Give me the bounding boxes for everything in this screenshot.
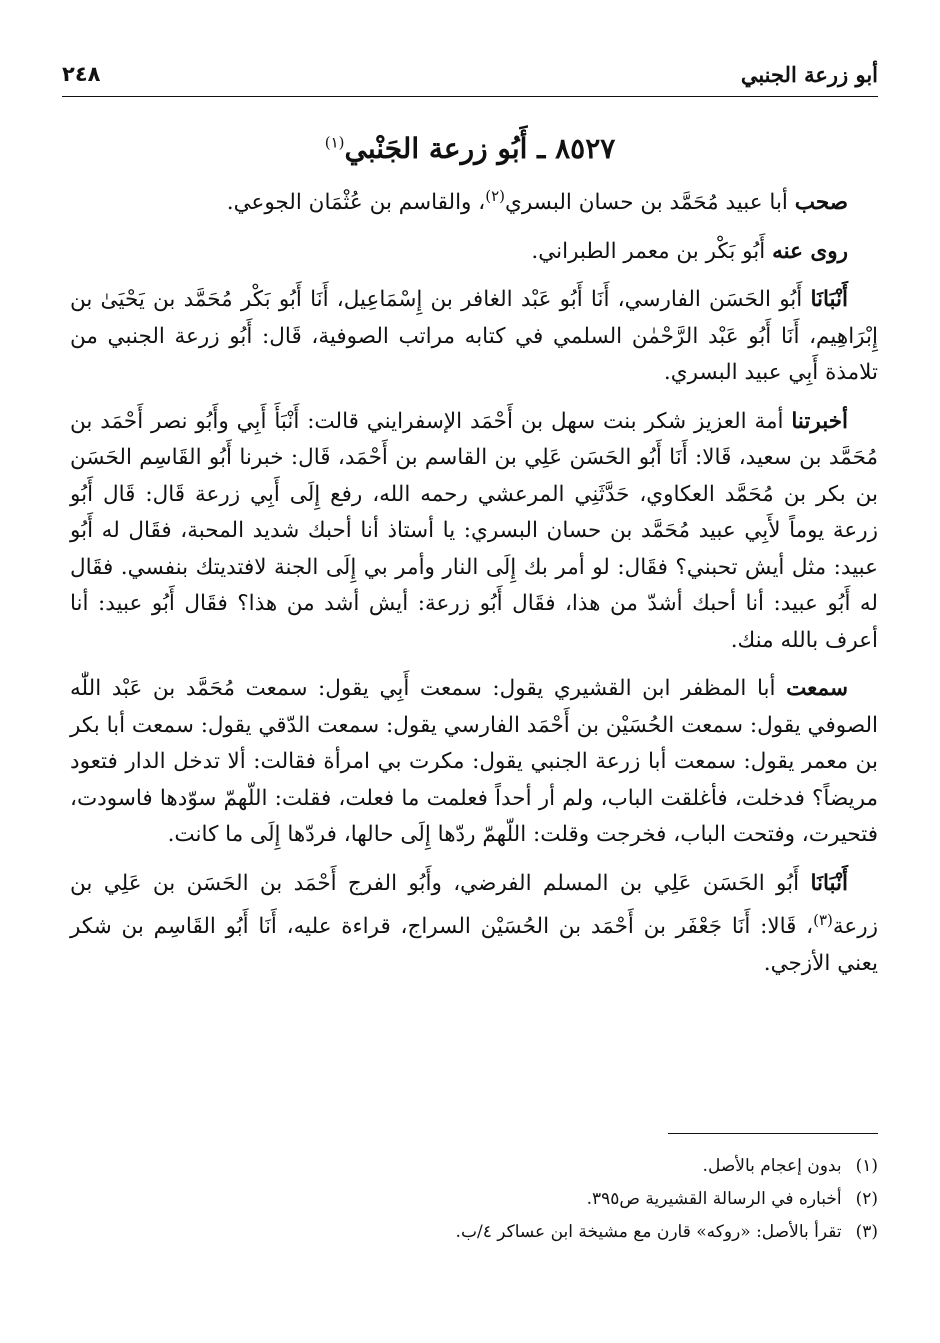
footnote-marker: (٣): [813, 911, 833, 930]
footnote: [62, 1150, 878, 1183]
footnote-number: (٢): [855, 1189, 878, 1209]
paragraph-lead: روى عنه: [772, 238, 848, 264]
paragraph-text: أمة العزيز شكر بنت سهل بن أَحْمَد الإسفرايني قالت: أَنْبَأَ أَبِي وأَبُو نصر أَحْمَد بن مُحَمَّد بن سعيد، قَالا: أَنَا أَبُو الحَسَن عَلِي بن القاسم بن أَحْمَد، قَال: خبرنا أَبُو القَاسِم الحَسَن بن بكر بن مُحَمَّد العكاوي، حَدَّثَنِي المرعشي رحمه الله، رفع إِلَى أَبِي زرعة قَال: قَال أَبُو زرعة يوماً لأَبِي عبيد مُحَمَّد بن حسان البسري: يا أستاذ أنا أحبك شديد المحبة، فقَال له أَبُو عبيد: مثل أيش تحبني؟ فقَال: لو أمر بك إِلَى النار وأمر بي إِلَى الجنة لافتديتك بنفسي. فقَال له أَبُو عبيد: أنا أحبك أشدّ من هذا، فقَال أَبُو زرعة: أيش أشد من هذا؟ فقَال أَبُو عبيد: أنا أعرف بالله منك.: [70, 408, 878, 653]
footnote-rule: [668, 1133, 878, 1134]
footnotes: [62, 1150, 878, 1249]
paragraph-text: أبا المظفر ابن القشيري يقول: سمعت أَبِي يقول: سمعت مُحَمَّد بن عَبْد اللّٰه الصوفي يقول: سمعت الحُسَيْن بن أَحْمَد الفارسي يقول: سمعت الدّقي يقول: سمعت أبا بكر بن معمر يقول: سمعت أبا زرعة الجنبي يقول: مكرت بي امرأة فقالت: ألا تدخل الدار فتعود مريضاً؟ فدخلت، فأغلقت الباب، ولم أر أحداً فعلمت ما فعلت، فقلت: اللّهمّ سوّدها فاسودت، فتحيرت، وفتحت الباب، فخرجت وقلت: اللّهمّ ردّها إِلَى حالها، فردّها إِلَى ما كانت.: [70, 676, 878, 848]
footnote: [62, 1183, 878, 1216]
paragraph: [70, 234, 878, 271]
footnote-number: (١): [855, 1156, 878, 1176]
header-rule: [62, 96, 878, 97]
page-number: ٢٤٨: [62, 62, 101, 86]
body-text: [70, 178, 878, 994]
paragraph-text: أبا عبيد مُحَمَّد بن حسان البسري: [504, 190, 795, 216]
paragraph: [70, 178, 878, 222]
footnote-text: تقرأ بالأصل: «روكه» قارن مع مشيخة ابن عساكر ٤/ب.: [455, 1222, 842, 1242]
footnote-number: (٣): [855, 1222, 878, 1242]
paragraph-tail: ، قَالا: أَنَا جَعْفَر بن أَحْمَد بن الحُسَيْن السراج، قراءة عليه، أَنَا أَبُو القَاسِم بن شكر يعني الأزجي.: [70, 914, 878, 976]
paragraph: [70, 404, 878, 660]
paragraph-lead: أخبرتنا: [791, 408, 848, 434]
running-title: أبو زرعة الجنبي: [740, 62, 878, 87]
paragraph-text: أَبُو الحَسَن عَلِي بن المسلم الفرضي، وأَبُو الفرج أَحْمَد بن الحَسَن بن عَلِي بن زرعة: [70, 870, 878, 940]
paragraph-lead: أَنْبَانَا: [810, 870, 848, 896]
entry-title: [62, 132, 878, 165]
paragraph-text: أَبُو بَكْر بن معمر الطبراني.: [531, 238, 773, 264]
paragraph: [70, 671, 878, 854]
paragraph-tail: ، والقاسم بن عُثْمَان الجوعي.: [226, 190, 486, 216]
paragraph: [70, 866, 878, 983]
paragraph: [70, 282, 878, 392]
entry-title-text: ٨٥٢٧ ـ أَبُو زرعة الجَنْبي: [344, 132, 616, 165]
paragraph-lead: سمعت: [786, 676, 848, 702]
paragraph-lead: صحب: [794, 190, 848, 216]
paragraph-lead: أَنْبَانَا: [810, 287, 848, 313]
entry-title-note: (١): [324, 133, 345, 152]
footnote-text: بدون إعجام بالأصل.: [702, 1156, 842, 1176]
footnote-text: أخباره في الرسالة القشيرية ص٣٩٥.: [586, 1189, 842, 1209]
footnote-marker: (٢): [485, 187, 505, 205]
footnote: [62, 1216, 878, 1249]
running-header: [62, 58, 878, 98]
paragraph-text: أَبُو الحَسَن الفارسي، أَنَا أَبُو عَبْد الغافر بن إِسْمَاعِيل، أَنَا أَبُو بَكْر مُحَمَّد بن يَحْيَىٰ بن إِبْرَاهِيم، أَنَا أَبُو عَبْد الرَّحْمٰن السلمي في كتابه مراتب الصوفية، قَال: أَبُو زرعة الجنبي من تلامذة أَبِي عبيد البسري.: [70, 287, 878, 386]
